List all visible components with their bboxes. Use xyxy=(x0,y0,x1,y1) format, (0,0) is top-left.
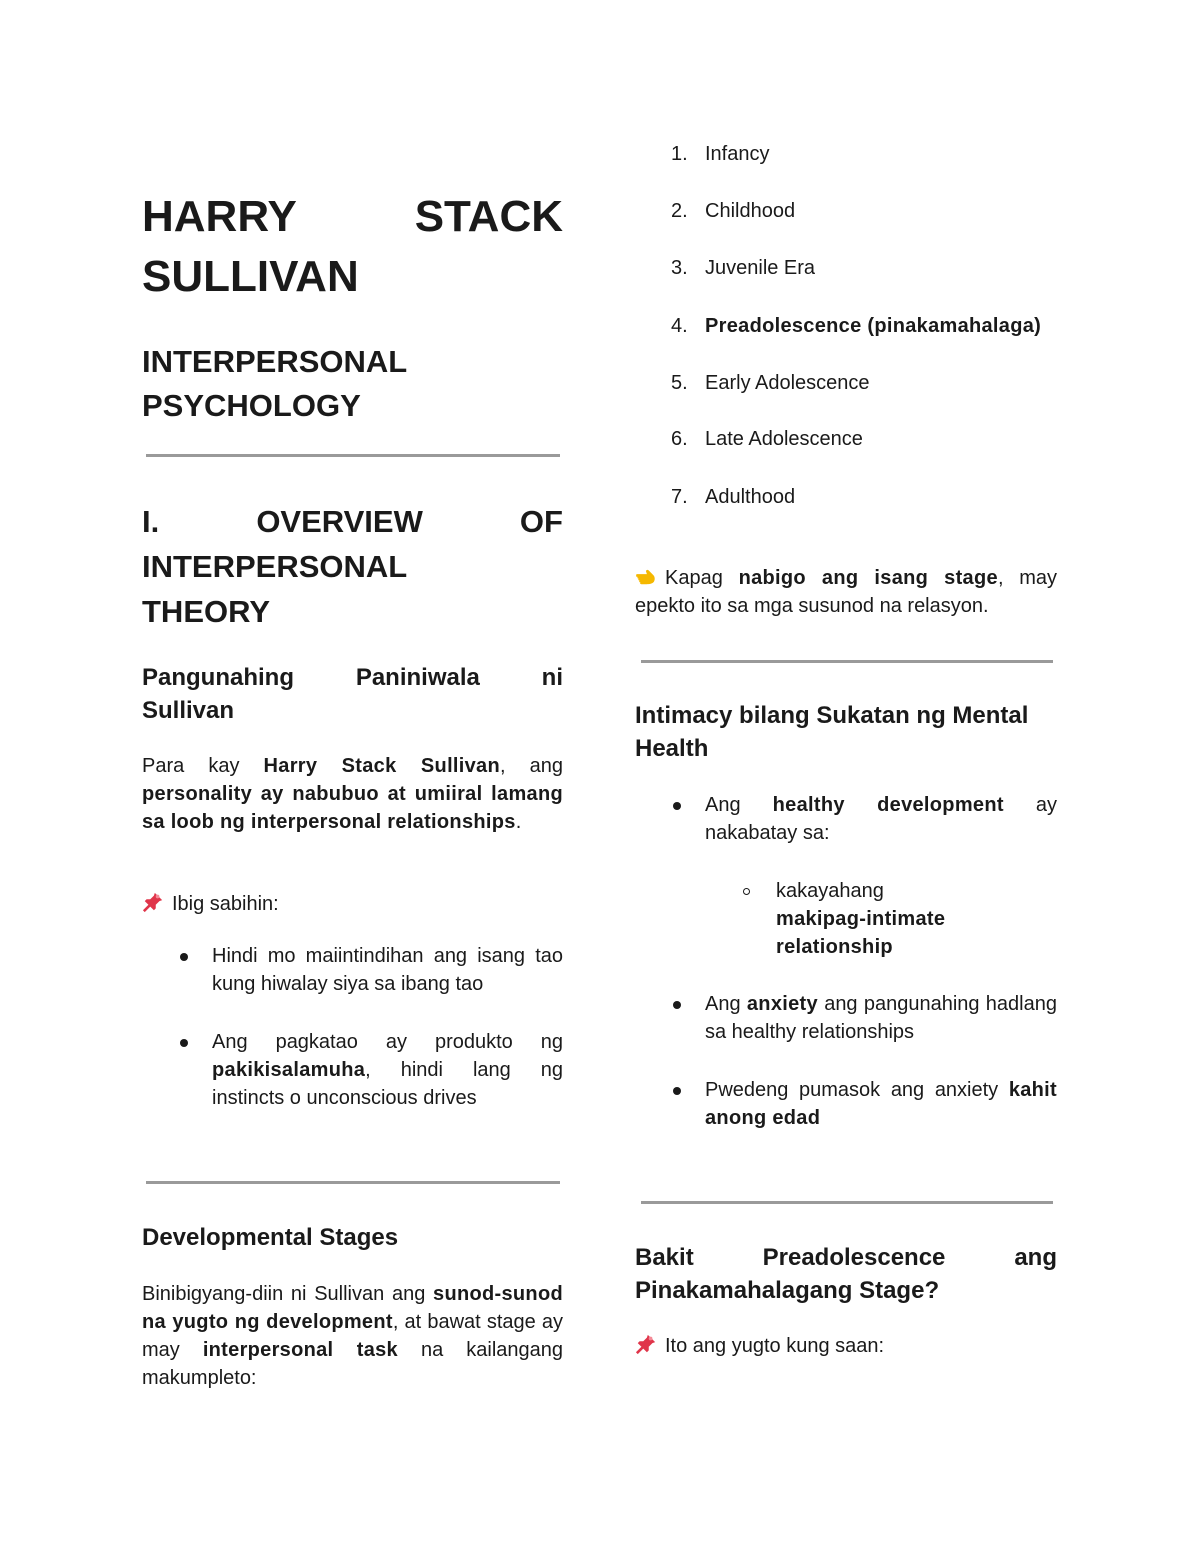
divider xyxy=(146,454,560,457)
paragraph-stages: Binibigyang-diin ni Sullivan ang sunod-sunod na yugto ng development, at bawat stage ay may interpersonal task na kailangang makumpleto: xyxy=(142,1283,564,1389)
stages-heading: Developmental Stages xyxy=(142,1224,399,1251)
why-heading: Bakit Preadolescence ang Pinakamahalagang Stage? xyxy=(635,1244,1057,1304)
ito-label: Ito ang yugto kung saan: xyxy=(635,1332,1057,1360)
pushpin-icon xyxy=(142,891,164,913)
pointing-hand-icon xyxy=(635,565,657,587)
list-item: Ang healthy development ay nakabatay sa: xyxy=(705,794,1057,844)
list-item: Pwedeng pumasok ang anxiety kahit anong edad xyxy=(705,1079,1057,1129)
list-item: Hindi mo maiintindihan ang isang tao kung hiwalay siya sa ibang tao xyxy=(212,945,563,995)
list-item: kakayahang makipag-intimate relationship xyxy=(776,880,946,958)
paragraph-personality: Para kay Harry Stack Sullivan, ang personality ay nabubuo at umiiral lamang sa loob ng interpersonal relationships. xyxy=(142,755,564,833)
note-paragraph: Kapag nabigo ang isang stage, may epekto ito sa mga susunod na relasyon. xyxy=(635,567,1058,617)
document-title: HARRY STACK SULLIVAN xyxy=(142,192,563,301)
list-item: Ang anxiety ang pangunahing hadlang sa healthy relationships xyxy=(705,993,1057,1043)
bullet-dot xyxy=(673,802,681,810)
bullet-dot xyxy=(180,953,188,961)
divider xyxy=(641,660,1053,663)
pushpin-icon xyxy=(635,1333,657,1355)
ibig-sabihin-label: Ibig sabihin: xyxy=(142,890,563,918)
section-heading-overview: I. OVERVIEW OF INTERPERSONAL THEORY xyxy=(142,504,563,629)
sub-bullet-circle xyxy=(743,888,750,895)
bullet-dot xyxy=(180,1039,188,1047)
beliefs-heading: Pangunahing Paniniwala ni Sullivan xyxy=(142,664,563,724)
bullet-dot xyxy=(673,1087,681,1095)
list-item: Ang pagkatao ay produkto ng pakikisalamuha, hindi lang ng instincts o unconscious drives xyxy=(212,1031,563,1109)
divider xyxy=(146,1181,560,1184)
document-subtitle: INTERPERSONAL PSYCHOLOGY xyxy=(142,344,408,423)
bullet-dot xyxy=(673,1001,681,1009)
divider xyxy=(641,1201,1053,1204)
intimacy-heading: Intimacy bilang Sukatan ng Mental Health xyxy=(635,702,1029,762)
